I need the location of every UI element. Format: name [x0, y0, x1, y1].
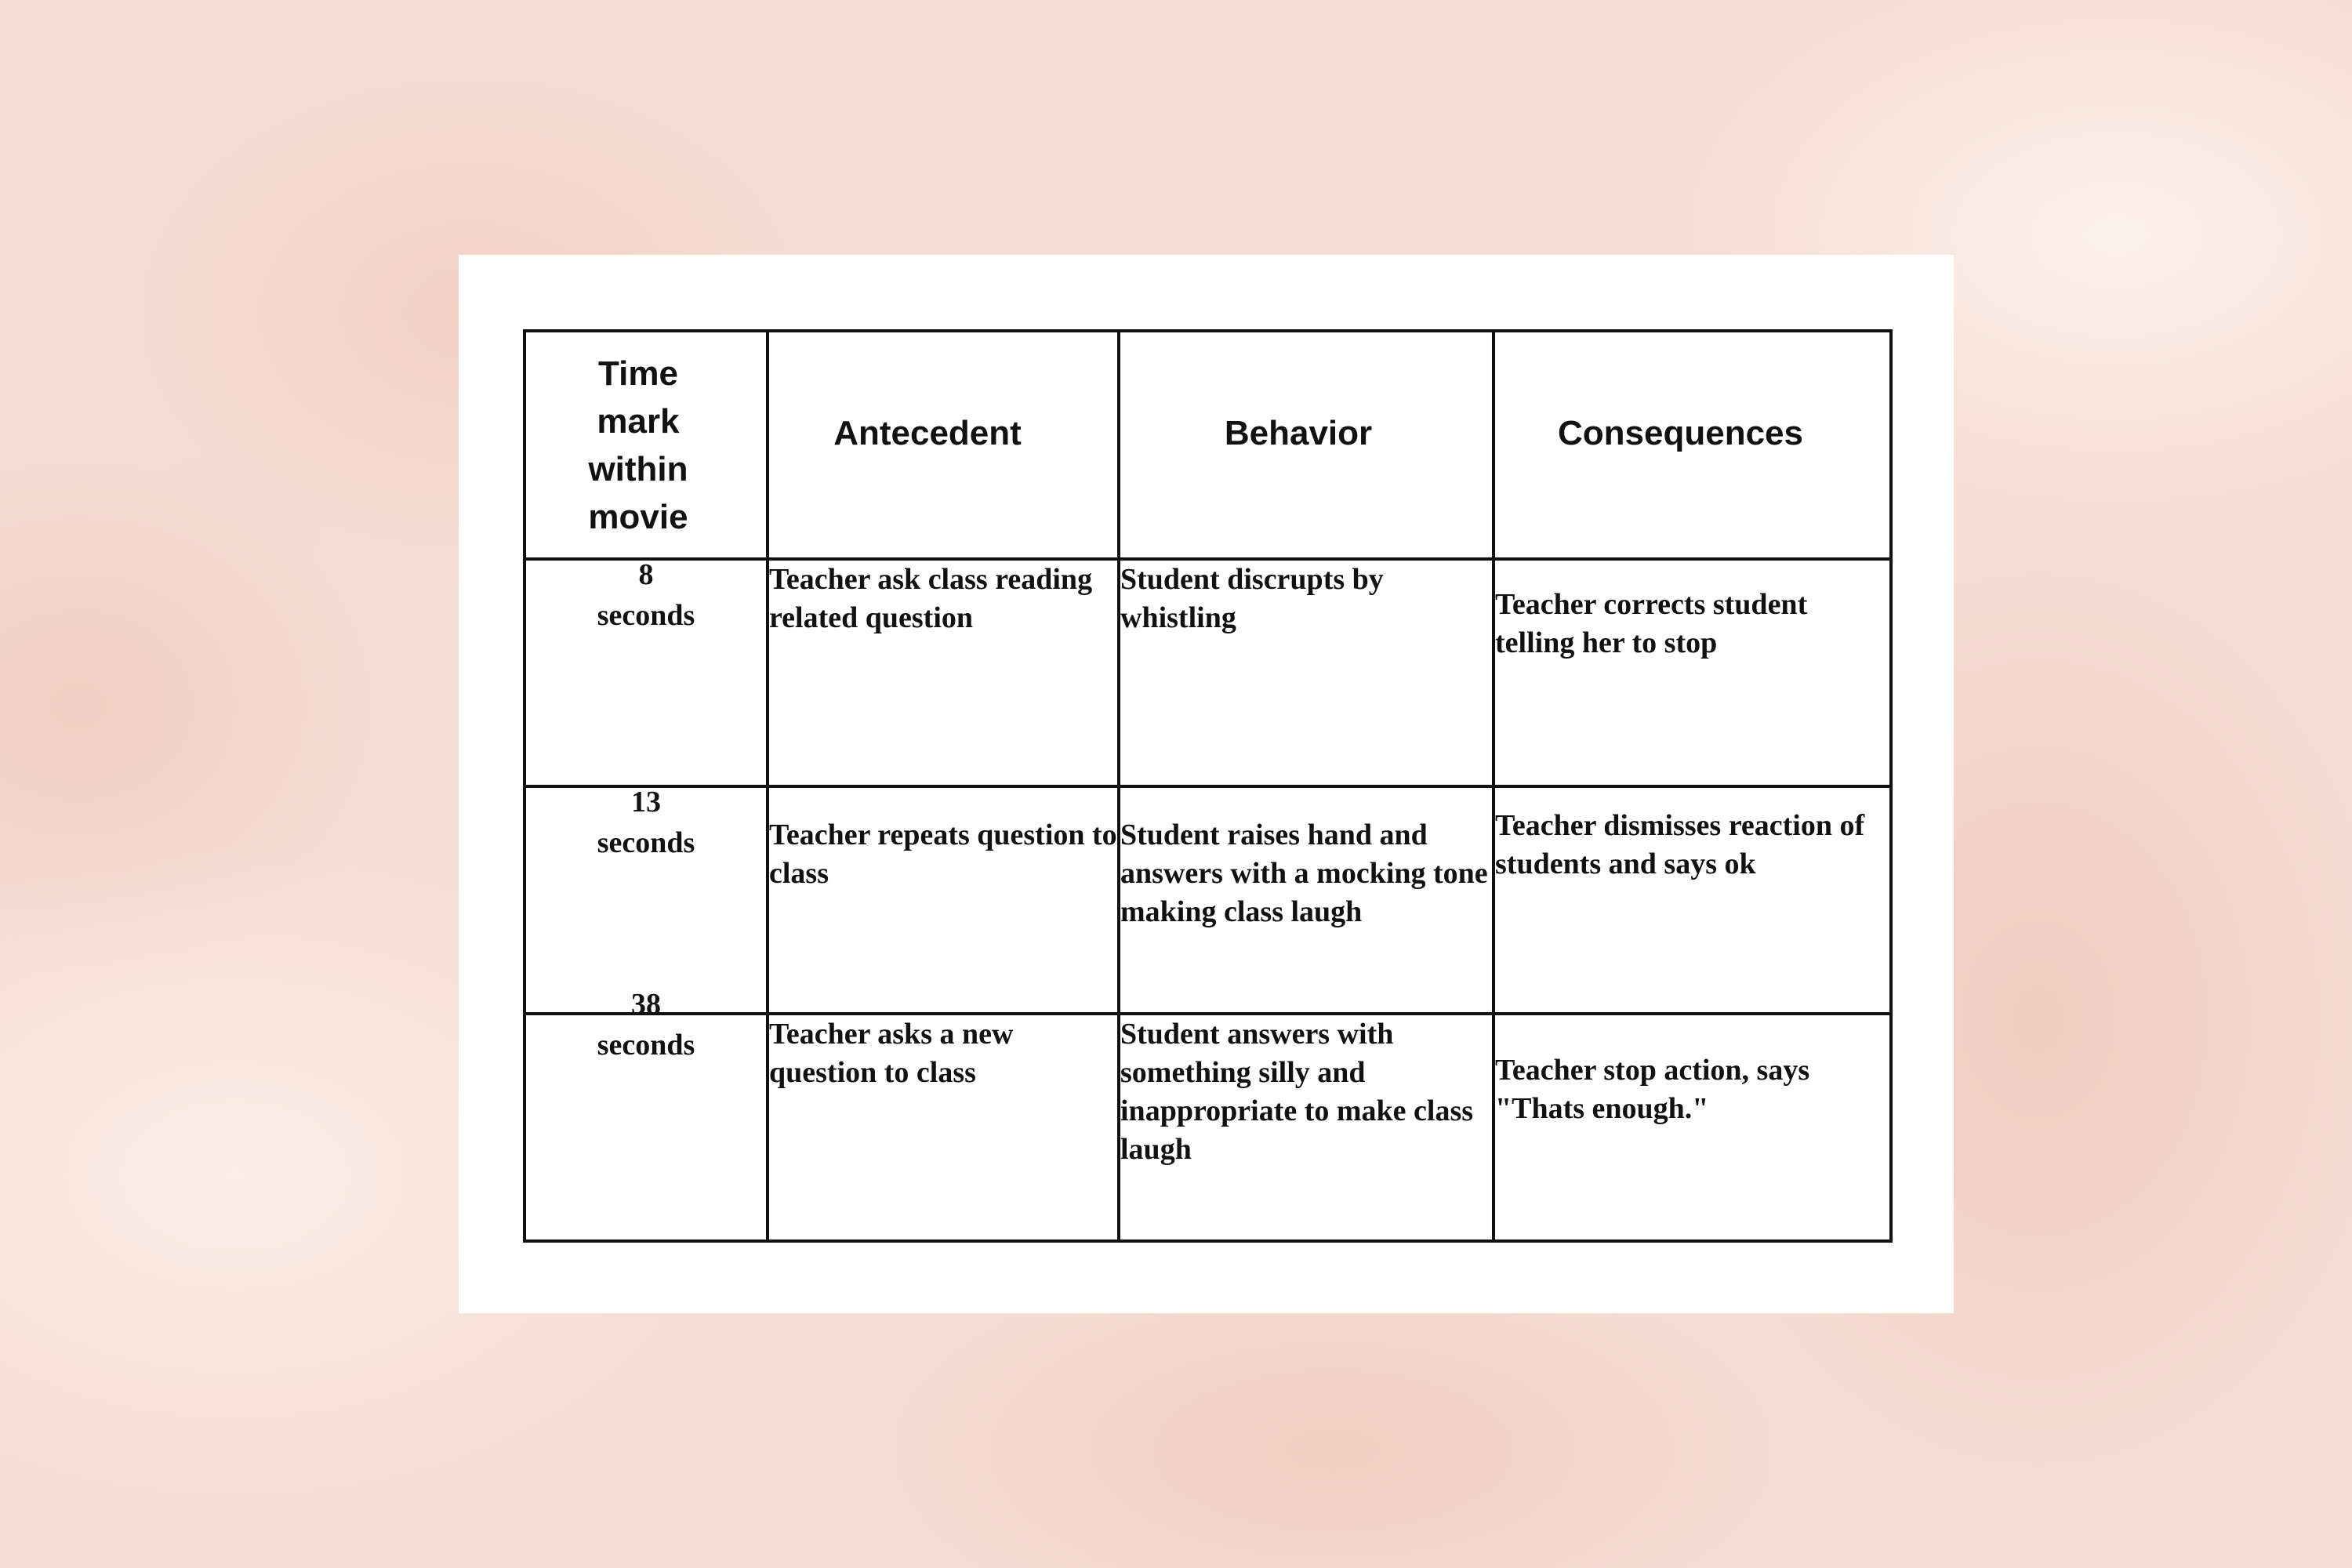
table-header-row: [524, 331, 1891, 559]
time-cell: [524, 988, 768, 1241]
antecedent-cell: Teacher ask class reading related question: [768, 559, 1119, 786]
consequences-cell: Teacher corrects student telling her to stop: [1494, 559, 1891, 786]
time-value: 38: [631, 988, 661, 1021]
behavior-cell: Student answers with something silly and inappropriate to make class laugh: [1119, 1014, 1494, 1241]
table-row: [524, 786, 1891, 1014]
header-behavior-label: Behavior: [1224, 413, 1373, 452]
header-consequences-label: Consequences: [1558, 413, 1803, 452]
time-value: 13: [631, 786, 661, 818]
time-unit: seconds: [597, 1029, 695, 1062]
time-cell: [524, 786, 768, 1014]
table-card: [459, 255, 1954, 1313]
time-value: 8: [638, 558, 654, 591]
header-time-line: movie: [588, 497, 688, 536]
header-time-line: Time: [598, 354, 678, 393]
table-row: [524, 559, 1891, 786]
header-time-line: within: [588, 449, 688, 488]
header-behavior: [1119, 331, 1494, 559]
antecedent-cell: Teacher asks a new question to class: [768, 1014, 1119, 1241]
behavior-cell: Student discrupts by whistling: [1119, 559, 1494, 786]
time-unit: seconds: [597, 599, 695, 632]
antecedent-cell: Teacher repeats question to class: [768, 786, 1119, 1014]
header-consequences: [1494, 331, 1891, 559]
consequences-cell: Teacher stop action, says "Thats enough.": [1494, 1014, 1891, 1241]
header-antecedent-label: Antecedent: [833, 413, 1022, 452]
consequences-cell: Teacher dismisses reaction of students and says ok: [1494, 786, 1891, 1014]
time-unit: seconds: [597, 826, 695, 859]
time-cell: [524, 559, 768, 786]
header-time-line: mark: [597, 401, 680, 441]
behavior-cell: Student raises hand and answers with a mocking tone making class laugh: [1119, 786, 1494, 1014]
abc-observation-table: [523, 329, 1893, 1243]
table-row: [524, 1014, 1891, 1241]
header-antecedent: [768, 331, 1119, 559]
header-time-mark: [524, 331, 768, 559]
